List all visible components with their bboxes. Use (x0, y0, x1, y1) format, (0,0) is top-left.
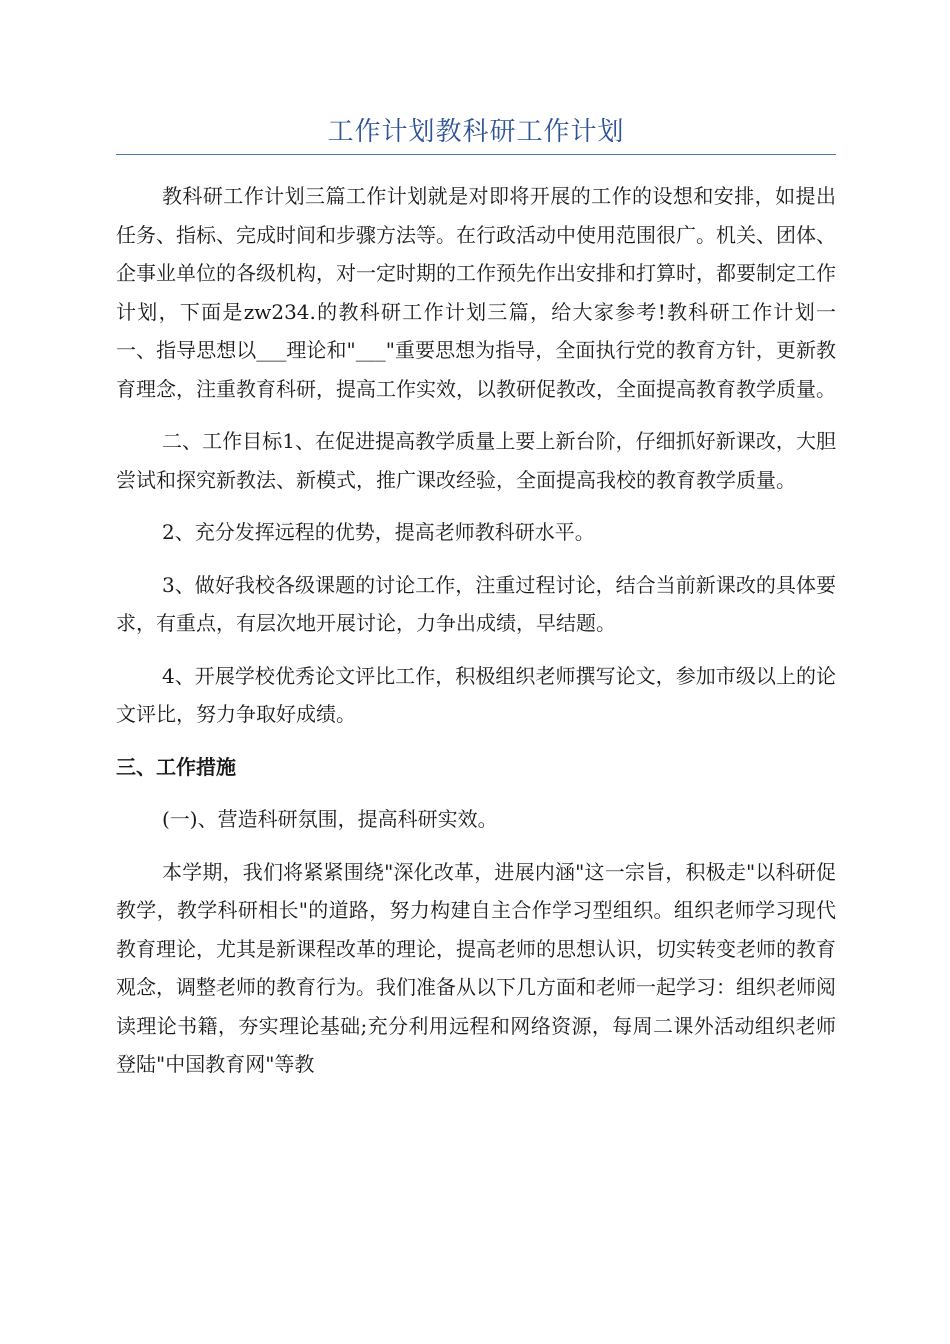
subheading: (一)、营造科研氛围，提高科研实效。 (162, 807, 498, 831)
document-body (116, 177, 836, 1084)
goal-paragraph-4: 4、开展学校优秀论文评比工作，积极组织老师撰写论文，参加市级以上的论文评比，努力争取好成绩。 (116, 663, 836, 726)
document-page (116, 112, 836, 1098)
section-heading: 三、工作措施 (116, 754, 236, 779)
goal-paragraph-3: 3、做好我校各级课题的讨论工作，注重过程讨论，结合当前新课改的具体要求，有重点，有层次地开展讨论，力争出成绩，早结题。 (116, 572, 836, 635)
document-title: 工作计划教科研工作计划 (116, 112, 836, 155)
goal-paragraph-1: 二、工作目标1、在促进提高教学质量上要上新台阶，仔细抓好新课改，大胆尝试和探究新教法、新模式，推广课改经验，全面提高我校的教育教学质量。 (116, 429, 836, 492)
measures-paragraph: 本学期，我们将紧紧围绕"深化改革，进展内涵"这一宗旨，积极走"以科研促教学，教学科研相长"的道路，努力构建自主合作学习型组织。组织老师学习现代教育理论，尤其是新课程改革的理论，提高老师的思想认识，切实转变老师的教育观念，调整老师的教育行为。我们准备从以下几方面和老师一起学习：组织老师阅读理论书籍，夯实理论基础;充分利用远程和网络资源，每周二课外活动组织老师登陆"中国教育网"等教 (116, 859, 836, 1076)
intro-paragraph: 教科研工作计划三篇工作计划就是对即将开展的工作的设想和安排，如提出任务、指标、完成时间和步骤方法等。在行政活动中使用范围很广。机关、团体、企事业单位的各级机构，对一定时期的工作预先作出安排和打算时，都要制定工作计划，下面是zw234.的教科研工作计划三篇，给大家参考!教科研工作计划一一、指导思想以___理论和"___"重要思想为指导，全面执行党的教育方针，更新教育理念，注重教育科研，提高工作实效，以教研促教改，全面提高教育教学质量。 (116, 184, 836, 401)
goal-paragraph-2: 2、充分发挥远程的优势，提高老师教科研水平。 (162, 520, 595, 544)
